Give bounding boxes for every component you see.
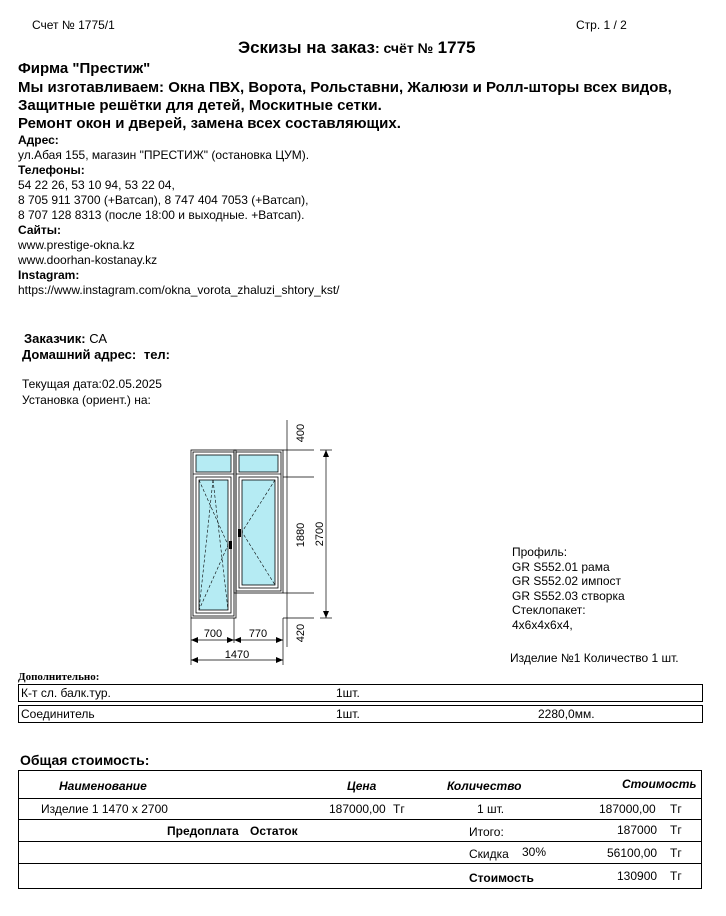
item-price-currency: Тг bbox=[393, 802, 405, 816]
home-address-label: Домашний адрес: bbox=[22, 347, 137, 362]
item-cost-currency: Тг bbox=[670, 802, 682, 816]
page-title bbox=[238, 38, 475, 58]
final-cost-value: 130900 bbox=[617, 869, 658, 883]
glass-label: Стеклопакет: bbox=[512, 603, 586, 617]
col-price-header: Цена bbox=[347, 779, 377, 793]
dim-total-width: 1470 bbox=[224, 649, 250, 661]
phones-line-1: 54 22 26, 53 10 94, 53 22 04, bbox=[18, 178, 175, 192]
dim-left-width: 700 bbox=[203, 628, 223, 640]
dim-middle: 1880 bbox=[295, 522, 307, 548]
additional-item-qty: 1шт. bbox=[336, 707, 360, 721]
profile-sash: GR S552.03 створка bbox=[512, 588, 625, 603]
prepayment-label: Предоплата bbox=[167, 824, 239, 838]
cost-table-header bbox=[19, 771, 702, 799]
additional-label: Дополнительно: bbox=[18, 671, 100, 683]
instagram-link[interactable]: https://www.instagram.com/okna_vorota_zhaluzi_shtory_kst/ bbox=[18, 283, 340, 297]
install-date: Установка (ориент.) на: bbox=[22, 393, 151, 407]
item-name: Изделие 1 1470 x 2700 bbox=[41, 802, 168, 816]
discount-percent: 30% bbox=[522, 845, 547, 859]
subtotal-value: 187000 bbox=[617, 823, 658, 837]
profile-label: Профиль: bbox=[512, 545, 568, 559]
remainder-label: Остаток bbox=[250, 824, 298, 838]
discount-label: Скидка bbox=[469, 847, 509, 861]
site-link-2[interactable]: www.doorhan-kostanay.kz bbox=[18, 253, 158, 267]
title-number: 1775 bbox=[437, 38, 476, 57]
company-name: Фирма "Престиж" bbox=[18, 60, 151, 77]
item-line: Изделие №1 Количество 1 шт. bbox=[510, 651, 679, 665]
additional-item-extra: 2280,0мм. bbox=[538, 707, 595, 721]
dim-total-height: 2700 bbox=[314, 521, 326, 547]
profile-impost: GR S552.02 импост bbox=[512, 574, 621, 588]
current-date: Текущая дата:02.05.2025 bbox=[22, 377, 162, 391]
col-cost-header: Стоимость bbox=[622, 777, 697, 791]
total-cost-label: Общая стоимость: bbox=[20, 752, 150, 768]
invoice-ref: Счет № 1775/1 bbox=[32, 18, 115, 32]
col-name-header: Наименование bbox=[59, 779, 147, 793]
subtotal-currency: Тг bbox=[670, 823, 682, 837]
final-cost-currency: Тг bbox=[670, 869, 682, 883]
customer-label: Заказчик: bbox=[24, 331, 86, 346]
table-row bbox=[19, 864, 702, 889]
dim-right-width: 770 bbox=[248, 628, 268, 640]
tel-label: тел: bbox=[143, 347, 171, 362]
subtotal-label: Итого: bbox=[469, 825, 504, 839]
address-label: Адрес: bbox=[18, 133, 59, 147]
discount-value: 56100,00 bbox=[607, 846, 658, 860]
glass-value: 4x6x4x6x4, bbox=[512, 617, 573, 632]
customer-value: СА bbox=[89, 331, 108, 346]
page-number: Стр. 1 / 2 bbox=[576, 18, 627, 32]
additional-item-name: Соединитель bbox=[21, 707, 95, 721]
profile-info bbox=[512, 545, 625, 632]
additional-item-qty: 1шт. bbox=[336, 686, 360, 700]
company-line-3: Ремонт окон и дверей, замена всех составляющих. bbox=[18, 115, 401, 132]
table-row bbox=[19, 799, 702, 820]
profile-frame: GR S552.01 рама bbox=[512, 559, 610, 574]
final-cost-label: Стоимость bbox=[469, 871, 534, 885]
phones-line-2: 8 705 911 3700 (+Ватсап), 8 747 404 7053 (+Ватсап), bbox=[18, 193, 309, 207]
window-handle-icon bbox=[238, 529, 241, 537]
window-sketch bbox=[180, 415, 350, 670]
discount-currency: Тг bbox=[670, 846, 682, 860]
item-price: 187000,00 bbox=[329, 802, 386, 816]
address-value: ул.Абая 155, магазин "ПРЕСТИЖ" (остановка ЦУМ). bbox=[18, 148, 310, 162]
door-handle-icon bbox=[229, 541, 232, 549]
dim-bottom: 420 bbox=[295, 623, 307, 643]
cost-table bbox=[18, 770, 702, 889]
title-main: Эскизы на заказ bbox=[238, 38, 375, 57]
item-cost: 187000,00 bbox=[599, 802, 656, 816]
additional-row bbox=[18, 684, 703, 702]
additional-row bbox=[18, 705, 703, 723]
dim-top: 400 bbox=[295, 423, 307, 443]
table-row bbox=[19, 820, 702, 842]
instagram-label: Instagram: bbox=[18, 268, 80, 282]
phones-label: Телефоны: bbox=[18, 163, 85, 177]
customer-line bbox=[24, 331, 107, 346]
col-qty-header: Количество bbox=[447, 779, 522, 793]
site-link-1[interactable]: www.prestige-okna.kz bbox=[18, 238, 135, 252]
company-line-2: Защитные решётки для детей, Москитные сетки. bbox=[18, 97, 382, 114]
item-qty: 1 шт. bbox=[477, 802, 505, 816]
table-row bbox=[19, 842, 702, 864]
title-suffix: : счёт № bbox=[374, 40, 434, 56]
sites-label: Сайты: bbox=[18, 223, 61, 237]
additional-item-name: К-т сл. балк.тур. bbox=[21, 686, 111, 700]
phones-line-3: 8 707 128 8313 (после 18:00 и выходные. +Ватсап). bbox=[18, 208, 305, 222]
home-address-line bbox=[22, 347, 170, 362]
company-line-1: Мы изготавливаем: Окна ПВХ, Ворота, Рольставни, Жалюзи и Ролл-шторы всех видов, bbox=[18, 79, 672, 96]
